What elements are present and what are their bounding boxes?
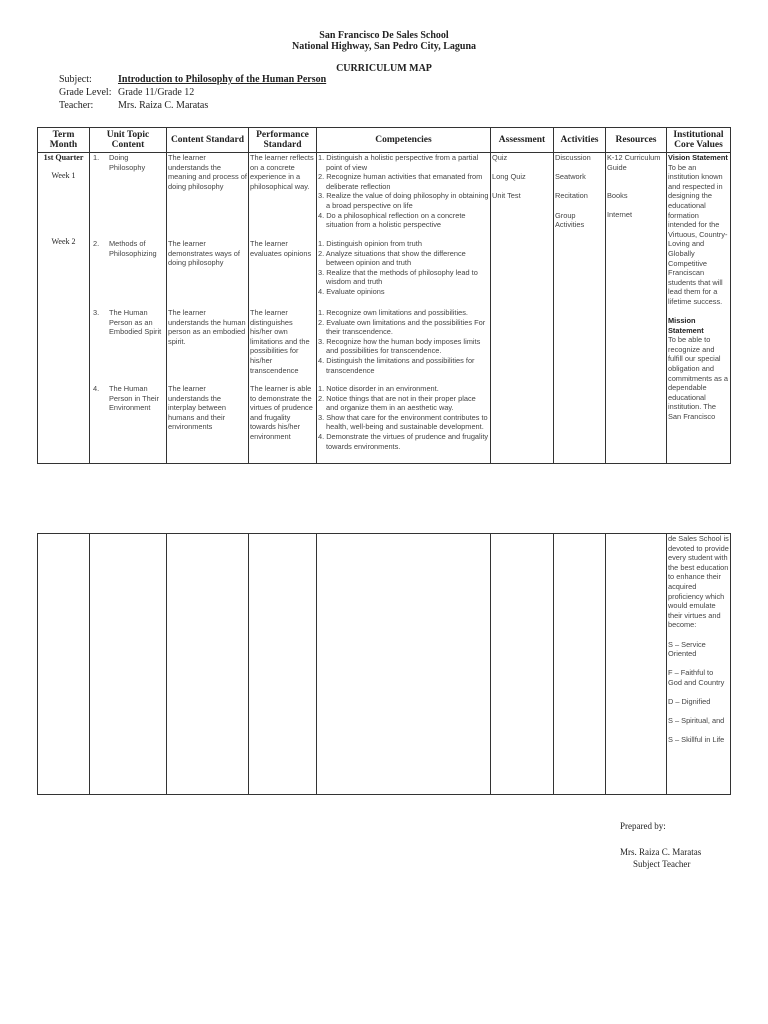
table-row <box>38 534 731 795</box>
performance-standard: The learner evaluates opinions <box>250 239 312 258</box>
competency-item: 3. Realize the value of doing philosophy in obtaining a broad perspective on life <box>318 191 489 210</box>
competency-list <box>318 384 489 451</box>
mission-text: de Sales School is devoted to provide every student with the best education to enhance their acquired proficiency which would emulate their virtues and become: <box>668 534 729 630</box>
assessment-item: Long Quiz <box>492 172 526 182</box>
competency-item: 4. Distinguish the limitations and possibilities for transcendence <box>318 355 475 375</box>
table-header-row <box>38 128 731 153</box>
col-content-standard: Content Standard <box>167 128 249 153</box>
competency-item: 4. Evaluate opinions <box>318 286 385 296</box>
vision-text: To be an institution known and respected in designing the educational formation intended for the Virtuous, Country- Loving and Globally Competitive Franciscan students that will lead them for a lifetime success. <box>668 162 728 306</box>
core-value-item: D – Dignified <box>668 697 711 707</box>
competency-item: 1. Recognize own limitations and possibilities. <box>318 308 468 317</box>
subject-value: Introduction to Philosophy of the Human Person <box>118 74 327 85</box>
performance-standard: The learner distinguishes his/her own limitations and the possibilities for his/her transcendence <box>250 308 310 375</box>
col-activities: Activities <box>554 128 606 153</box>
week1-label: Week 1 <box>51 171 76 180</box>
vision-label: Vision Statement <box>668 153 728 162</box>
competency-item: 1. Distinguish a holistic perspective from a partial point of view <box>318 153 479 172</box>
competency-item: 3. Realize that the methods of philosophy lead to wisdom and truth <box>318 267 478 287</box>
col-term-month: Term Month <box>38 128 90 153</box>
teacher-label: Teacher: <box>59 100 94 111</box>
competency-item: 2. Analyze situations that show the difference between opinion and truth <box>318 248 466 268</box>
unit-item: 4. The Human Person in Their Environment <box>91 384 165 413</box>
competency-item: 2. Notice things that are not in their proper place and organize them in an aesthetic way. <box>318 393 476 413</box>
competency-item: 1. Notice disorder in an environment. <box>318 384 439 393</box>
school-address: National Highway, San Pedro City, Laguna <box>291 41 477 52</box>
assessment-item: Quiz <box>492 153 508 162</box>
grade-label: Grade Level: <box>59 87 112 98</box>
core-value-item: S – Spiritual, and <box>668 716 725 726</box>
resource-item: Internet <box>607 210 633 219</box>
table-row <box>38 153 731 464</box>
subject-row <box>59 74 326 86</box>
resources-cell <box>606 153 667 464</box>
performance-standard: The learner reflects on a concrete experience in a philosophical way. <box>250 153 314 191</box>
term-cell <box>38 153 90 464</box>
preparer-name: Mrs. Raiza C. Maratas <box>620 847 702 857</box>
col-performance-standard: Performance Standard <box>249 128 317 153</box>
unit-topic: Doing Philosophy <box>109 153 146 172</box>
activity-item: Recitation <box>555 191 588 201</box>
performance-standard-cell <box>249 153 317 464</box>
core-value-item: S – Skillful in Life <box>668 735 725 745</box>
core-value-item: F – Faithful to God and Country <box>668 668 725 687</box>
quarter-label: 1st Quarter <box>43 153 84 162</box>
content-standard: The learner understands the meaning and process of doing philosophy <box>168 153 247 191</box>
unit-topic: The Human Person in Their Environment <box>109 384 159 413</box>
activities-cell <box>554 153 606 464</box>
unit-topic: Methods of Philosophizing <box>109 239 157 258</box>
activity-item: Seatwork <box>555 172 586 182</box>
core-value-item: S – Service Oriented <box>668 639 706 659</box>
core-values-cell <box>667 534 731 795</box>
competency-item: 3. Recognize how the human body imposes limits and possibilities for transcendence. <box>318 336 481 356</box>
competencies-cell <box>317 153 491 464</box>
col-competencies: Competencies <box>317 128 491 153</box>
competency-list <box>318 239 489 308</box>
activity-item: Group Activities <box>555 210 585 230</box>
col-assessment: Assessment <box>491 128 554 153</box>
unit-topic: The Human Person as an Embodied Spirit <box>109 308 162 337</box>
prepared-by-label: Prepared by: <box>620 821 666 831</box>
curriculum-table <box>37 127 731 464</box>
subject-label: Subject: <box>59 74 92 85</box>
resource-item: Books <box>607 191 628 200</box>
performance-standard: The learner is able to demonstrate the virtues of prudence and frugality towards his/her environment <box>250 384 313 441</box>
unit-item: 1. Doing Philosophy <box>91 153 165 239</box>
grade-row <box>59 87 194 99</box>
competency-item: 4. Demonstrate the virtues of prudence and frugality towards environments. <box>318 431 489 451</box>
week2-label: Week 2 <box>51 237 76 246</box>
preparer-role: Subject Teacher <box>633 859 691 869</box>
content-standard: The learner understands the interplay between humans and their environments <box>168 384 226 432</box>
core-values-cell <box>667 153 731 464</box>
col-unit-topic: Unit Topic Content <box>90 128 167 153</box>
competency-item: 1. Distinguish opinion from truth <box>318 239 422 248</box>
teacher-row <box>59 100 208 112</box>
competency-item: 2. Recognize human activities that emanated from deliberate reflection <box>318 172 483 191</box>
content-standard: The learner understands the human person as an embodied spirit. <box>168 308 246 346</box>
content-standard-cell <box>167 153 249 464</box>
mission-label: Mission Statement <box>668 316 704 335</box>
col-core-values: Institutional Core Values <box>667 128 731 153</box>
content-standard: The learner demonstrates ways of doing philosophy <box>168 239 240 268</box>
unit-topic-cell <box>90 153 167 464</box>
competency-item: 2. Evaluate own limitations and the possibilities For their transcendence. <box>318 317 486 337</box>
unit-item: 2. Methods of Philosophizing <box>91 239 165 308</box>
resource-item: K-12 Curriculum Guide <box>607 153 661 172</box>
assessment-cell <box>491 153 554 464</box>
competency-item: 3. Show that care for the environment contributes to health, well-being and sustainable development. <box>318 412 488 432</box>
competency-item: 4. Do a philosophical reflection on a concrete situation from a holistic perspective <box>318 210 466 230</box>
school-name: San Francisco De Sales School <box>319 30 449 41</box>
assessment-item: Unit Test <box>492 191 521 201</box>
teacher-value: Mrs. Raiza C. Maratas <box>118 100 209 111</box>
curriculum-table-continued <box>37 533 731 795</box>
col-resources: Resources <box>606 128 667 153</box>
document-title: CURRICULUM MAP <box>336 63 432 74</box>
mission-text: To be able to recognize and fulfill our special obligation and commitments as a dependable educational institution. The San Francisco <box>668 335 728 422</box>
competency-list <box>318 308 489 384</box>
unit-item: 3. The Human Person as an Embodied Spirit <box>91 308 165 384</box>
competency-list <box>318 153 489 239</box>
activity-item: Discussion <box>555 153 591 162</box>
grade-value: Grade 11/Grade 12 <box>118 87 195 98</box>
